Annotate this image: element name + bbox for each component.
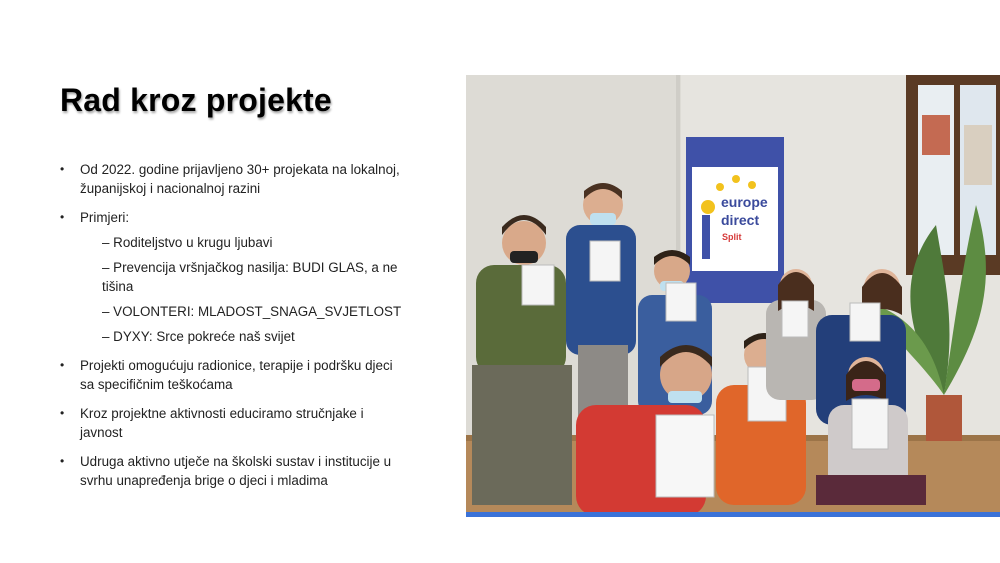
bullet-text: Od 2022. godine prijavljeno 30+ projekata na lokalnoj, županijskoj i nacionalnoj razini	[80, 162, 400, 196]
bullet-text: Kroz projektne aktivnosti educiramo stručnjake i javnost	[80, 406, 364, 440]
bullet-item	[58, 356, 408, 394]
poster-text-europe: europe	[721, 194, 768, 210]
sub-item: – VOLONTERI: MLADOST_SNAGA_SVJETLOST	[102, 304, 402, 319]
poster-text-direct: direct	[721, 212, 760, 228]
photo-accent-bar	[466, 512, 1000, 517]
sub-item: – DYXY: Srce pokreće naš svijet	[102, 329, 295, 344]
bullet-text: Projekti omogućuju radionice, terapije i podršku djeci sa specifičnim teškoćama	[80, 358, 393, 392]
bullet-text: Udruga aktivno utječe na školski sustav i institucije u svrhu unapređenja brige o djeci i mladima	[80, 454, 392, 488]
bullet-dot: •	[60, 162, 65, 176]
bullet-dot: •	[60, 358, 65, 372]
europe-direct-poster	[686, 137, 784, 303]
bullet-item	[58, 208, 408, 346]
sub-item: – Roditeljstvo u krugu ljubavi	[102, 235, 273, 250]
bullet-dot: •	[60, 454, 65, 468]
bullet-dot: •	[60, 210, 65, 224]
sub-item: – Prevencija vršnjačkog nasilja: BUDI GLAS, a ne tišina	[102, 260, 398, 294]
group-photo	[466, 75, 1000, 516]
bullet-dot: •	[60, 406, 65, 420]
poster-text-split: Split	[722, 232, 742, 242]
bullet-text: Primjeri:	[80, 210, 130, 225]
bullet-list	[58, 160, 408, 500]
bullet-item	[58, 404, 408, 442]
sub-list	[80, 233, 408, 346]
bullet-item	[58, 452, 408, 490]
group-photo-illustration	[466, 75, 1000, 516]
bullet-item	[58, 160, 408, 198]
slide-title: Rad kroz projekte	[60, 82, 332, 118]
